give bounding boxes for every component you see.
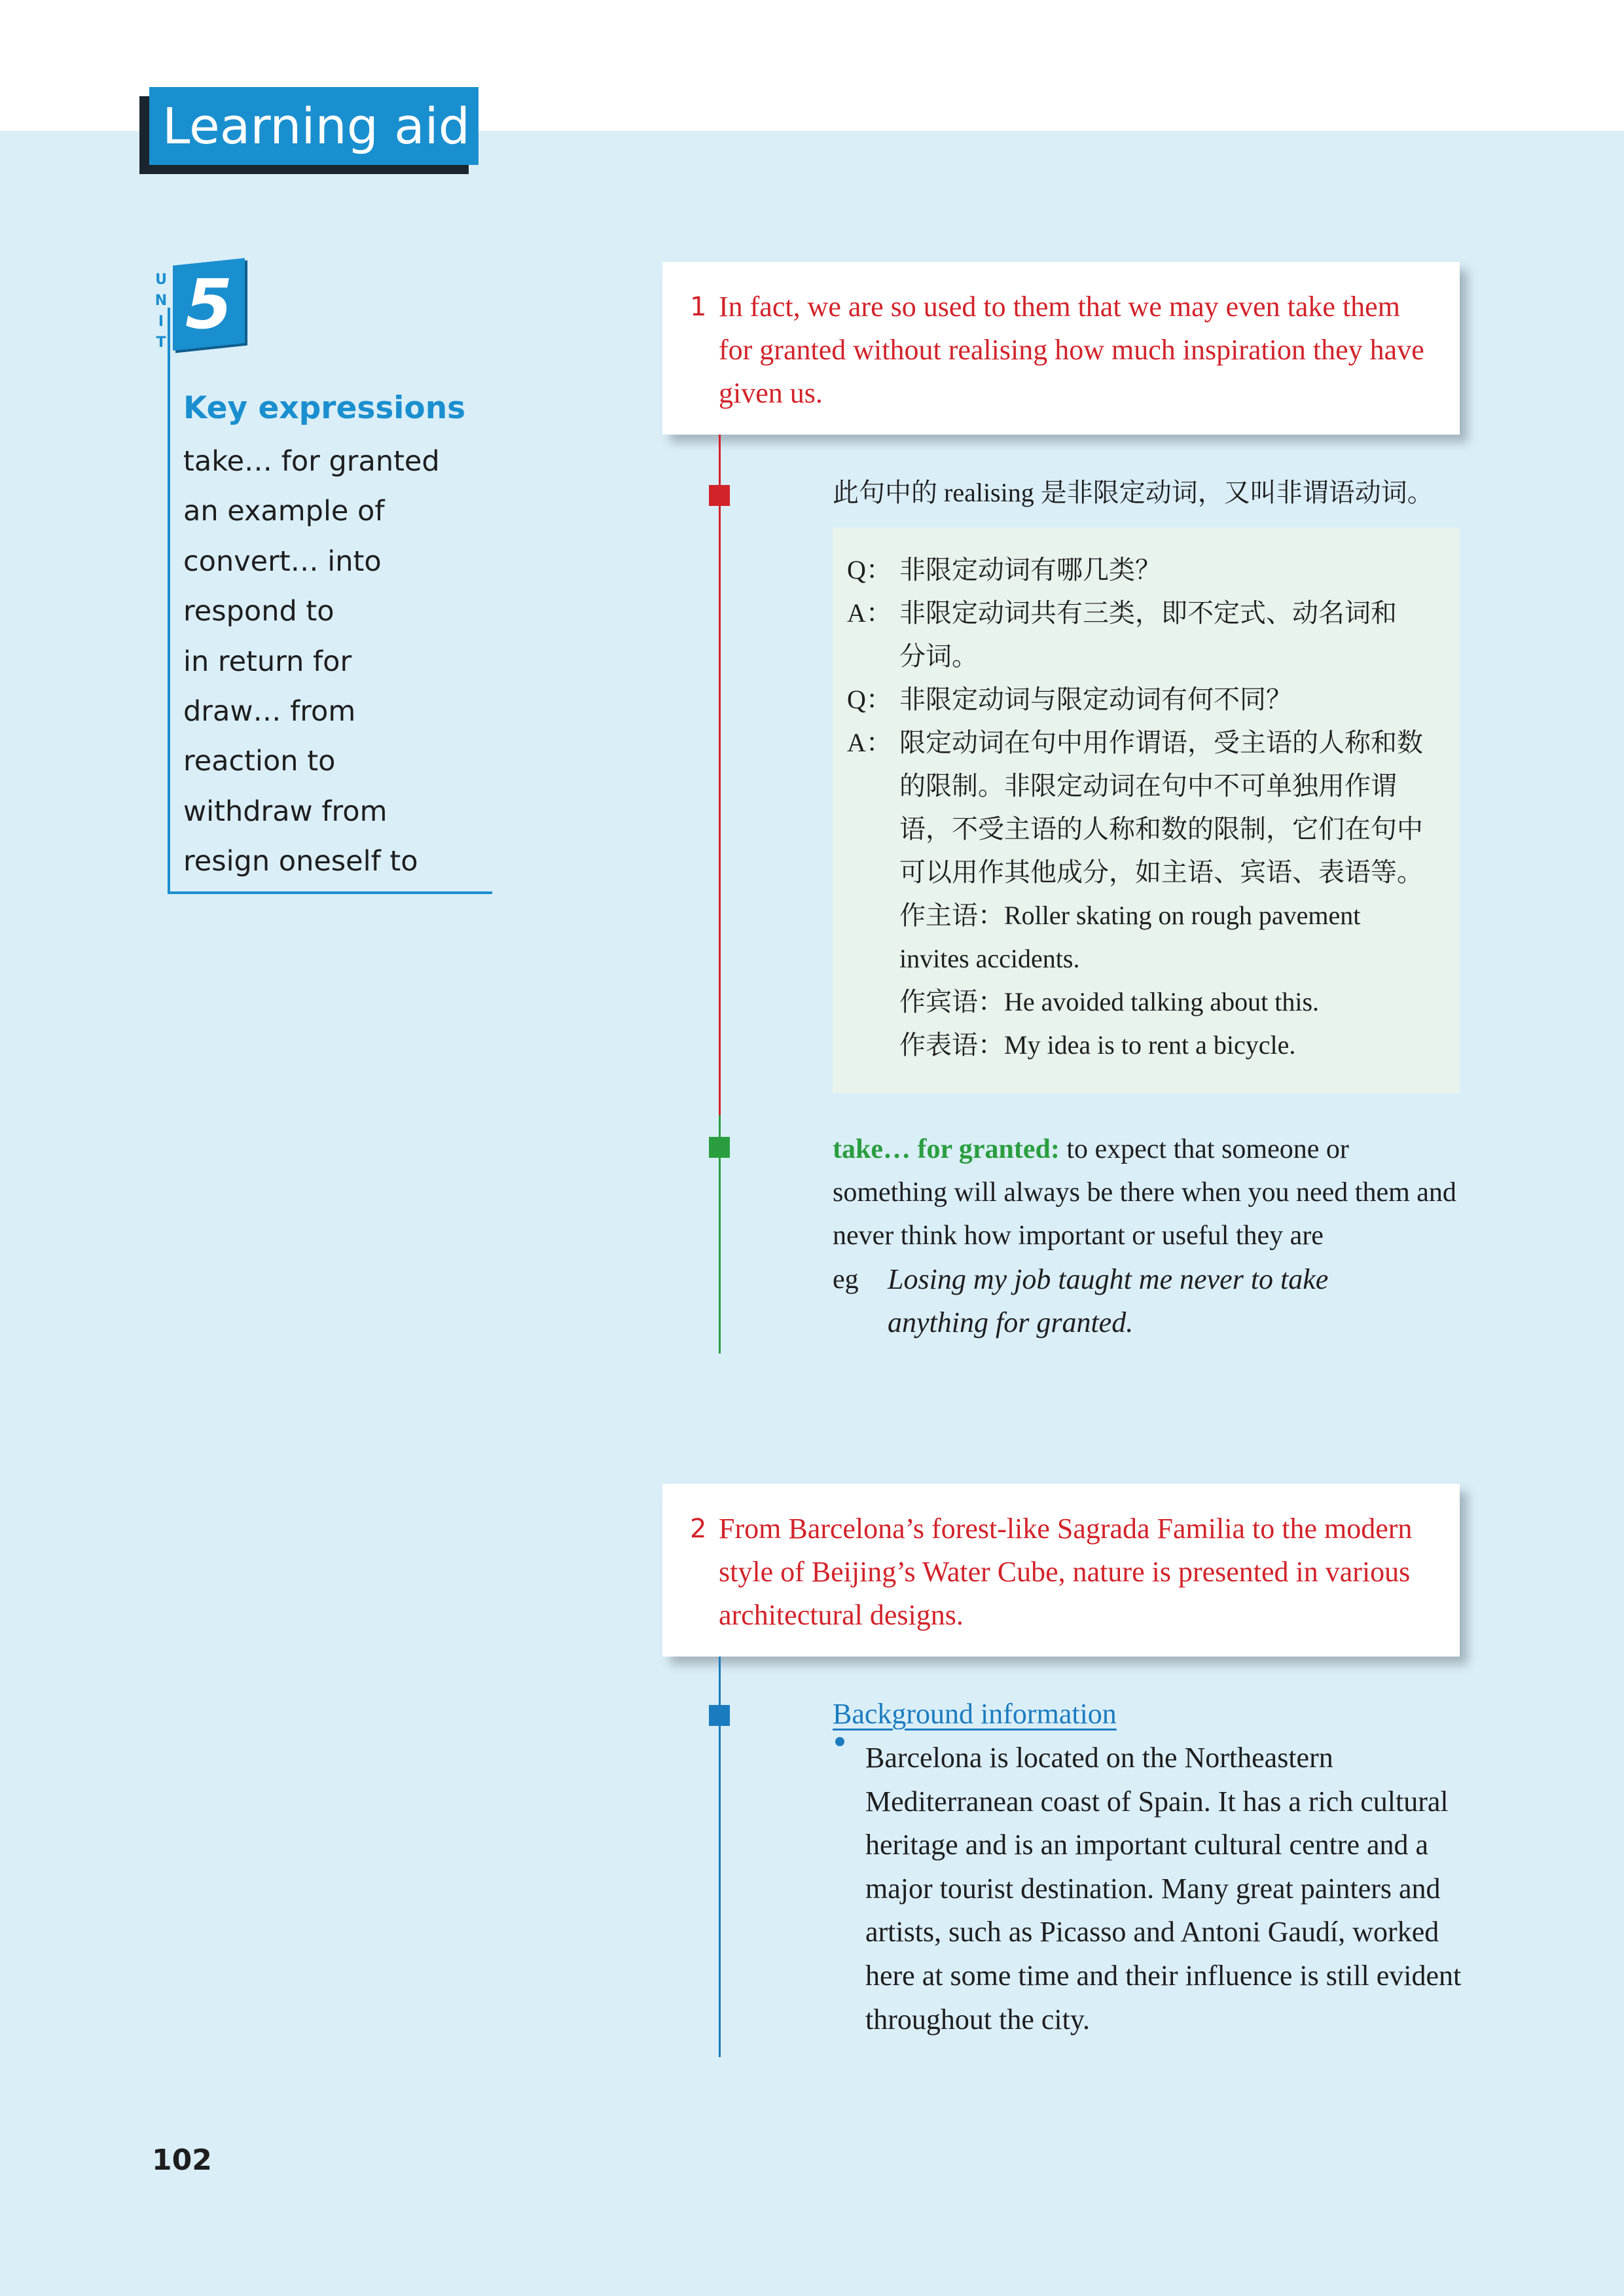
key-expression-item: an example of	[183, 495, 385, 528]
expression-term: take… for granted:	[833, 1134, 1060, 1164]
sidebar-bottom-rule	[168, 891, 492, 894]
key-expressions-list	[183, 437, 440, 887]
qa-answer	[847, 592, 1397, 635]
bullet-icon	[835, 1737, 844, 1746]
qa-question	[847, 548, 1161, 592]
key-expression-item: withdraw from	[183, 795, 388, 828]
key-expression-item: respond to	[183, 595, 334, 628]
sentence-number: 1	[690, 292, 707, 322]
qa-question	[847, 678, 1292, 721]
qa-line: 非限定动词与限定动词有何不同？	[899, 685, 1292, 714]
sentence-box-1	[662, 262, 1460, 435]
qa-line: 分词。	[899, 641, 978, 671]
header-title: Learning aid	[149, 87, 478, 165]
qa-line: 作宾语：He avoided talking about this.	[899, 987, 1320, 1016]
unit-letter: T	[156, 334, 166, 351]
qa-line: 非限定动词有哪几类？	[899, 555, 1161, 584]
background-note-marker	[709, 1705, 730, 1726]
unit-letter: I	[158, 314, 164, 330]
qa-line: invites accidents.	[899, 944, 1080, 973]
qa-label: Q：	[847, 555, 892, 584]
sentence-text: From Barcelona’s forest-like Sagrada Familia to the modern style of Beijing’s Water Cube, nature is presented in various architectural designs.	[719, 1513, 1413, 1631]
key-expression-item: take… for granted	[183, 445, 440, 478]
qa-line: 限定动词在句中用作谓语，受主语的人称和数	[899, 728, 1423, 757]
qa-line: 的限制。非限定动词在句中不可单独用作谓	[899, 771, 1397, 800]
qa-label: Q：	[847, 685, 892, 714]
expression-definition	[833, 1128, 1461, 1257]
unit-letter: N	[154, 293, 168, 309]
unit-number: 5	[185, 264, 233, 344]
expression-definition-text: to expect that someone or something will always be there when you need them and never think how important or useful they are	[833, 1134, 1456, 1251]
unit-number-badge	[173, 258, 245, 351]
key-expression-item: reaction to	[183, 745, 336, 778]
sentence-box-2	[662, 1484, 1460, 1657]
key-expression-item: convert… into	[183, 545, 382, 578]
qa-label: A：	[847, 728, 892, 757]
qa-line: 作主语：Roller skating on rough pavement	[899, 901, 1361, 930]
qa-line: 作表语：My idea is to rent a bicycle.	[899, 1030, 1296, 1060]
qa-line: 非限定动词共有三类，即不定式、动名词和	[899, 598, 1397, 628]
sentence-text: In fact, we are so used to them that we may even take them for granted without realising how much inspiration they have given us.	[719, 291, 1424, 409]
qa-box	[833, 528, 1460, 1093]
grammar-note-marker	[709, 485, 730, 506]
key-expression-item: resign oneself to	[183, 845, 418, 878]
qa-label: A：	[847, 598, 892, 628]
background-text: Barcelona is located on the Northeastern Mediterranean coast of Spain. It has a rich cultural heritage and is an important cultural centre and a major tourist destination. Many great painters and artists, such as Picasso and Antoni Gaudí, worked here at some time and their influence is still evident throughout the city.	[865, 1742, 1462, 2036]
example-sentence: Losing my job taught me never to take anything for granted.	[888, 1263, 1329, 1338]
connector-line-red	[719, 435, 721, 1115]
example-label: eg	[833, 1265, 859, 1295]
key-expression-item: draw… from	[183, 694, 356, 728]
key-expressions-title: Key expressions	[183, 390, 466, 426]
unit-letter: U	[155, 272, 167, 288]
expression-note-marker	[709, 1137, 730, 1158]
grammar-note-intro: 此句中的 realising 是非限定动词，又叫非谓语动词。	[833, 478, 1434, 507]
key-expression-item: in return for	[183, 645, 352, 678]
sidebar-divider	[168, 308, 170, 894]
sentence-number: 2	[690, 1514, 707, 1544]
qa-answer	[847, 721, 1423, 764]
page-number: 102	[152, 2144, 212, 2177]
qa-line: 可以用作其他成分，如主语、宾语、表语等。	[899, 857, 1423, 887]
qa-line: 语，不受主语的人称和数的限制，它们在句中	[899, 814, 1423, 844]
background-heading: Background information	[833, 1698, 1117, 1730]
